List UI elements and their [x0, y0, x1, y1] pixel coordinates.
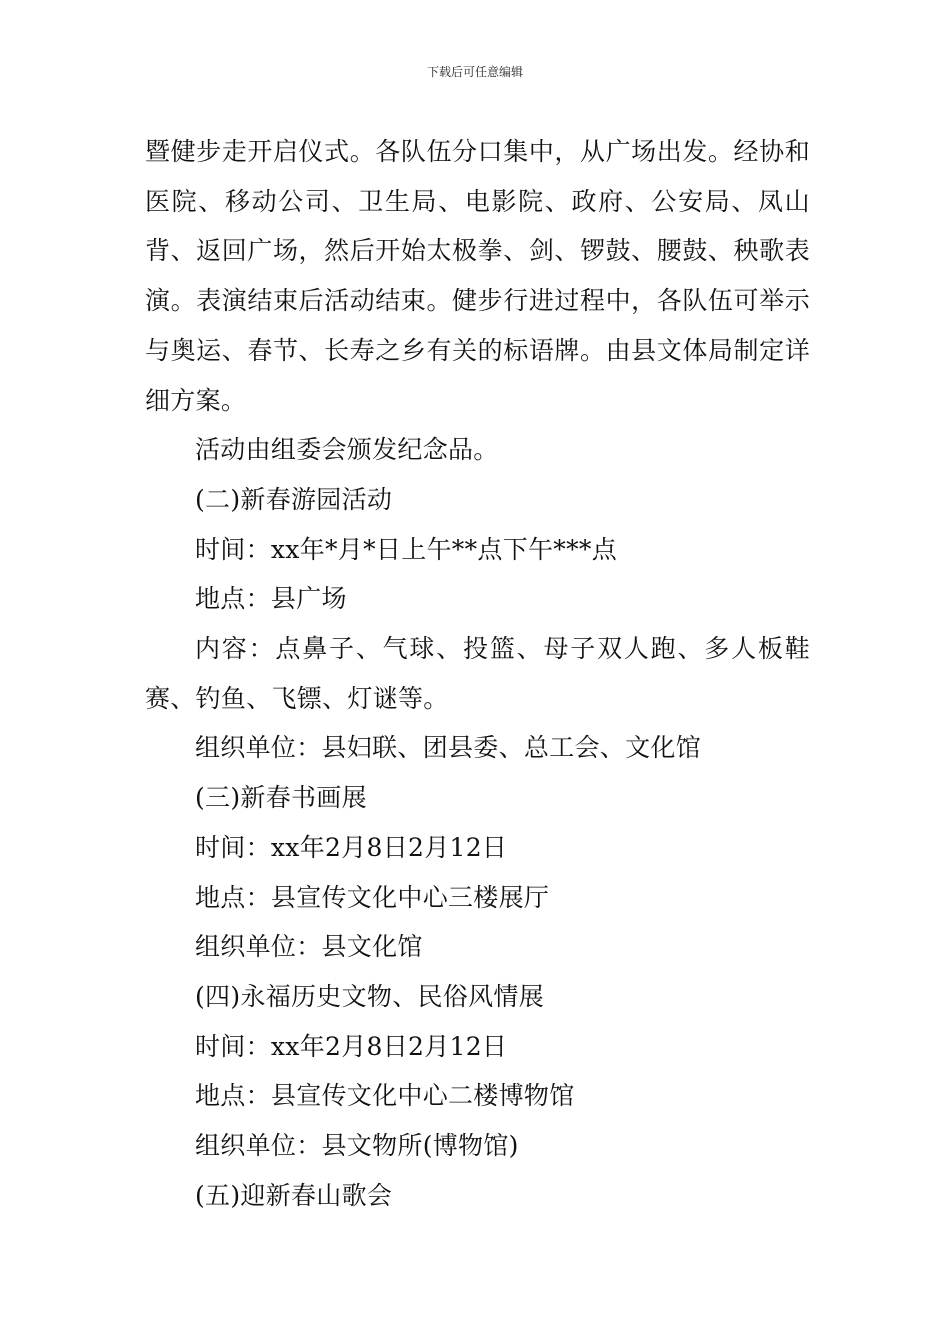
document-body: [145, 127, 810, 1220]
section-heading-history-exhibition: (四)永福历史文物、民俗风情展: [195, 981, 545, 1011]
paragraph-location: 地点：县宣传文化中心三楼展厅: [195, 882, 550, 912]
paragraph-organizer: 组织单位：县文物所(博物馆): [195, 1131, 519, 1161]
paragraph-souvenir: 活动由组委会颁发纪念品。: [195, 435, 499, 465]
paragraph-content: 内容：点鼻子、气球、投篮、母子双人跑、多人板鞋赛、钓鱼、飞镖、灯谜等。: [145, 634, 810, 713]
paragraph-location: 地点：县宣传文化中心二楼博物馆: [195, 1081, 575, 1111]
page-header-note: 下载后可任意编辑: [426, 65, 523, 79]
paragraph-organizer: 组织单位：县文化馆: [195, 932, 423, 962]
paragraph-route-description: 暨健步走开启仪式。各队伍分口集中，从广场出发。经协和医院、移动公司、卫生局、电影院、政府、公安局、凤山背、返回广场，然后开始太极拳、剑、锣鼓、腰鼓、秧歌表演。表演结束后活动结束。健步行进过程中，各队伍可举示与奥运、春节、长寿之乡有关的标语牌。由县文体局制定详细方案。: [145, 137, 810, 415]
paragraph-organizer: 组织单位：县妇联、团县委、总工会、文化馆: [195, 733, 702, 763]
section-heading-spring-garden: (二)新春游园活动: [195, 484, 393, 514]
section-heading-calligraphy-exhibition: (三)新春书画展: [195, 783, 367, 813]
section-heading-folk-song-gathering: (五)迎新春山歌会: [195, 1180, 393, 1210]
paragraph-time: 时间：xx年2月8日2月12日: [195, 1031, 508, 1061]
paragraph-time: 时间：xx年*月*日上午**点下午***点: [195, 534, 617, 564]
paragraph-time: 时间：xx年2月8日2月12日: [195, 832, 508, 862]
paragraph-location: 地点：县广场: [195, 584, 347, 614]
